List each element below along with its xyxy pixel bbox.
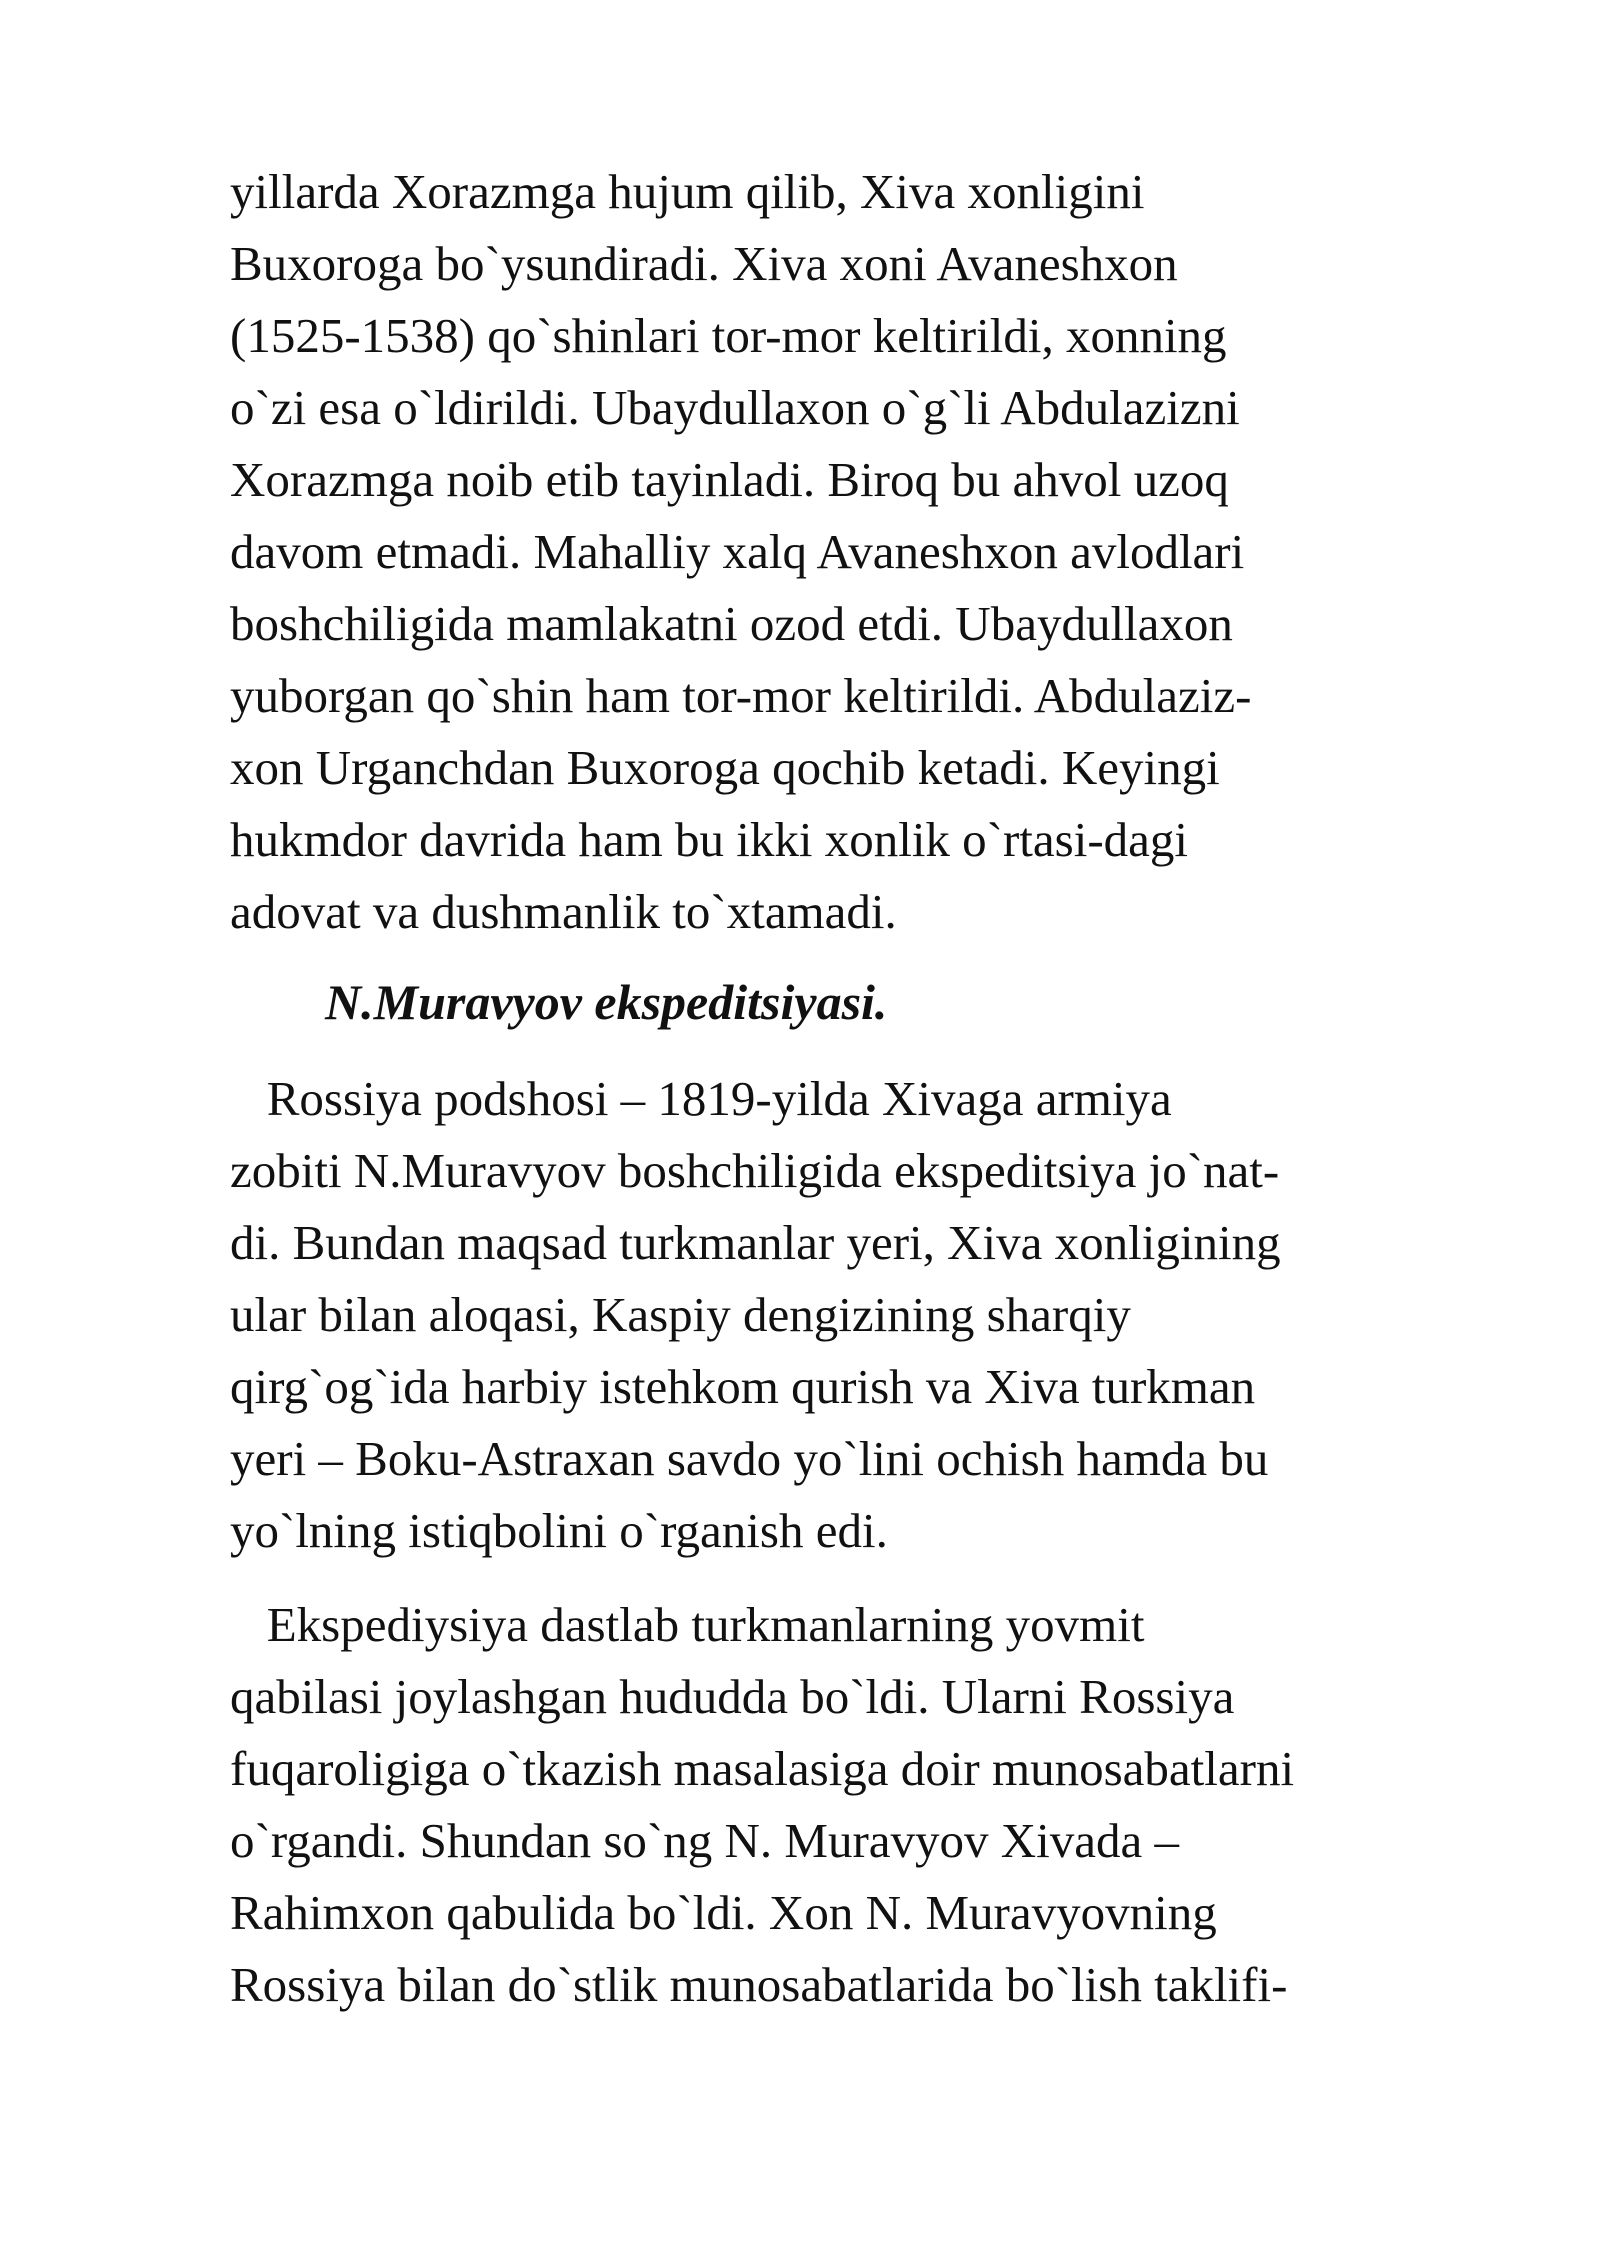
paragraph-line: davom etmadi. Mahalliy xalq Avaneshxon avlodlari [230,524,1245,579]
paragraph-line: Rossiya bilan do`stlik munosabatlarida bo`lish taklifi- [230,1957,1288,2012]
paragraph-line: zobiti N.Muravyov boshchiligida ekspeditsiya jo`nat- [230,1143,1280,1198]
paragraph-line: o`rgandi. Shundan so`ng N. Muravyov Xivada – [230,1813,1180,1868]
paragraph-line: xon Urganchdan Buxoroga qochib ketadi. Keyingi [230,740,1220,795]
section-heading: N.Muravyov ekspeditsiyasi. [325,974,888,1030]
paragraph-line: yuborgan qo`shin ham tor-mor keltirildi. Abdulaziz- [230,668,1252,723]
paragraph-line: Buxoroga bo`ysundiradi. Xiva xoni Avaneshxon [230,236,1178,291]
paragraph-line: Xorazmga noib etib tayinladi. Biroq bu ahvol uzoq [230,452,1229,507]
paragraph-3 [230,1589,1410,2021]
paragraph-line: qirg`og`ida harbiy istehkom qurish va Xiva turkman [230,1359,1256,1414]
paragraph-line: adovat va dushmanlik to`xtamadi. [230,884,897,939]
paragraph-line: qabilasi joylashgan hududda bo`ldi. Ularni Rossiya [230,1669,1235,1724]
paragraph-line: yeri – Boku-Astraxan savdo yo`lini ochish hamda bu [230,1431,1269,1486]
paragraph-1 [230,156,1410,948]
paragraph-line: Ekspediysiya dastlab turkmanlarning yovmit [230,1597,1145,1652]
paragraph-line: o`zi esa o`ldirildi. Ubaydullaxon o`g`li Abdulazizni [230,380,1240,435]
paragraph-line: Rossiya podshosi – 1819-yilda Xivaga armiya [230,1071,1172,1126]
paragraph-line: hukmdor davrida ham bu ikki xonlik o`rtasi-dagi [230,812,1189,867]
paragraph-line: fuqaroligiga o`tkazish masalasiga doir munosabatlarni [230,1741,1295,1796]
paragraph-line: Rahimxon qabulida bo`ldi. Xon N. Muravyovning [230,1885,1217,1940]
paragraph-line: (1525-1538) qo`shinlari tor-mor keltirildi, xonning [230,308,1227,363]
paragraph-line: yillarda Xorazmga hujum qilib, Xiva xonligini [230,164,1145,219]
paragraph-line: di. Bundan maqsad turkmanlar yeri, Xiva xonligining [230,1215,1281,1270]
paragraph-line: yo`lning istiqbolini o`rganish edi. [230,1503,888,1558]
paragraph-2 [230,1063,1410,1567]
paragraph-line: ular bilan aloqasi, Kaspiy dengizining sharqiy [230,1287,1131,1342]
paragraph-line: boshchiligida mamlakatni ozod etdi. Ubaydullaxon [230,596,1233,651]
